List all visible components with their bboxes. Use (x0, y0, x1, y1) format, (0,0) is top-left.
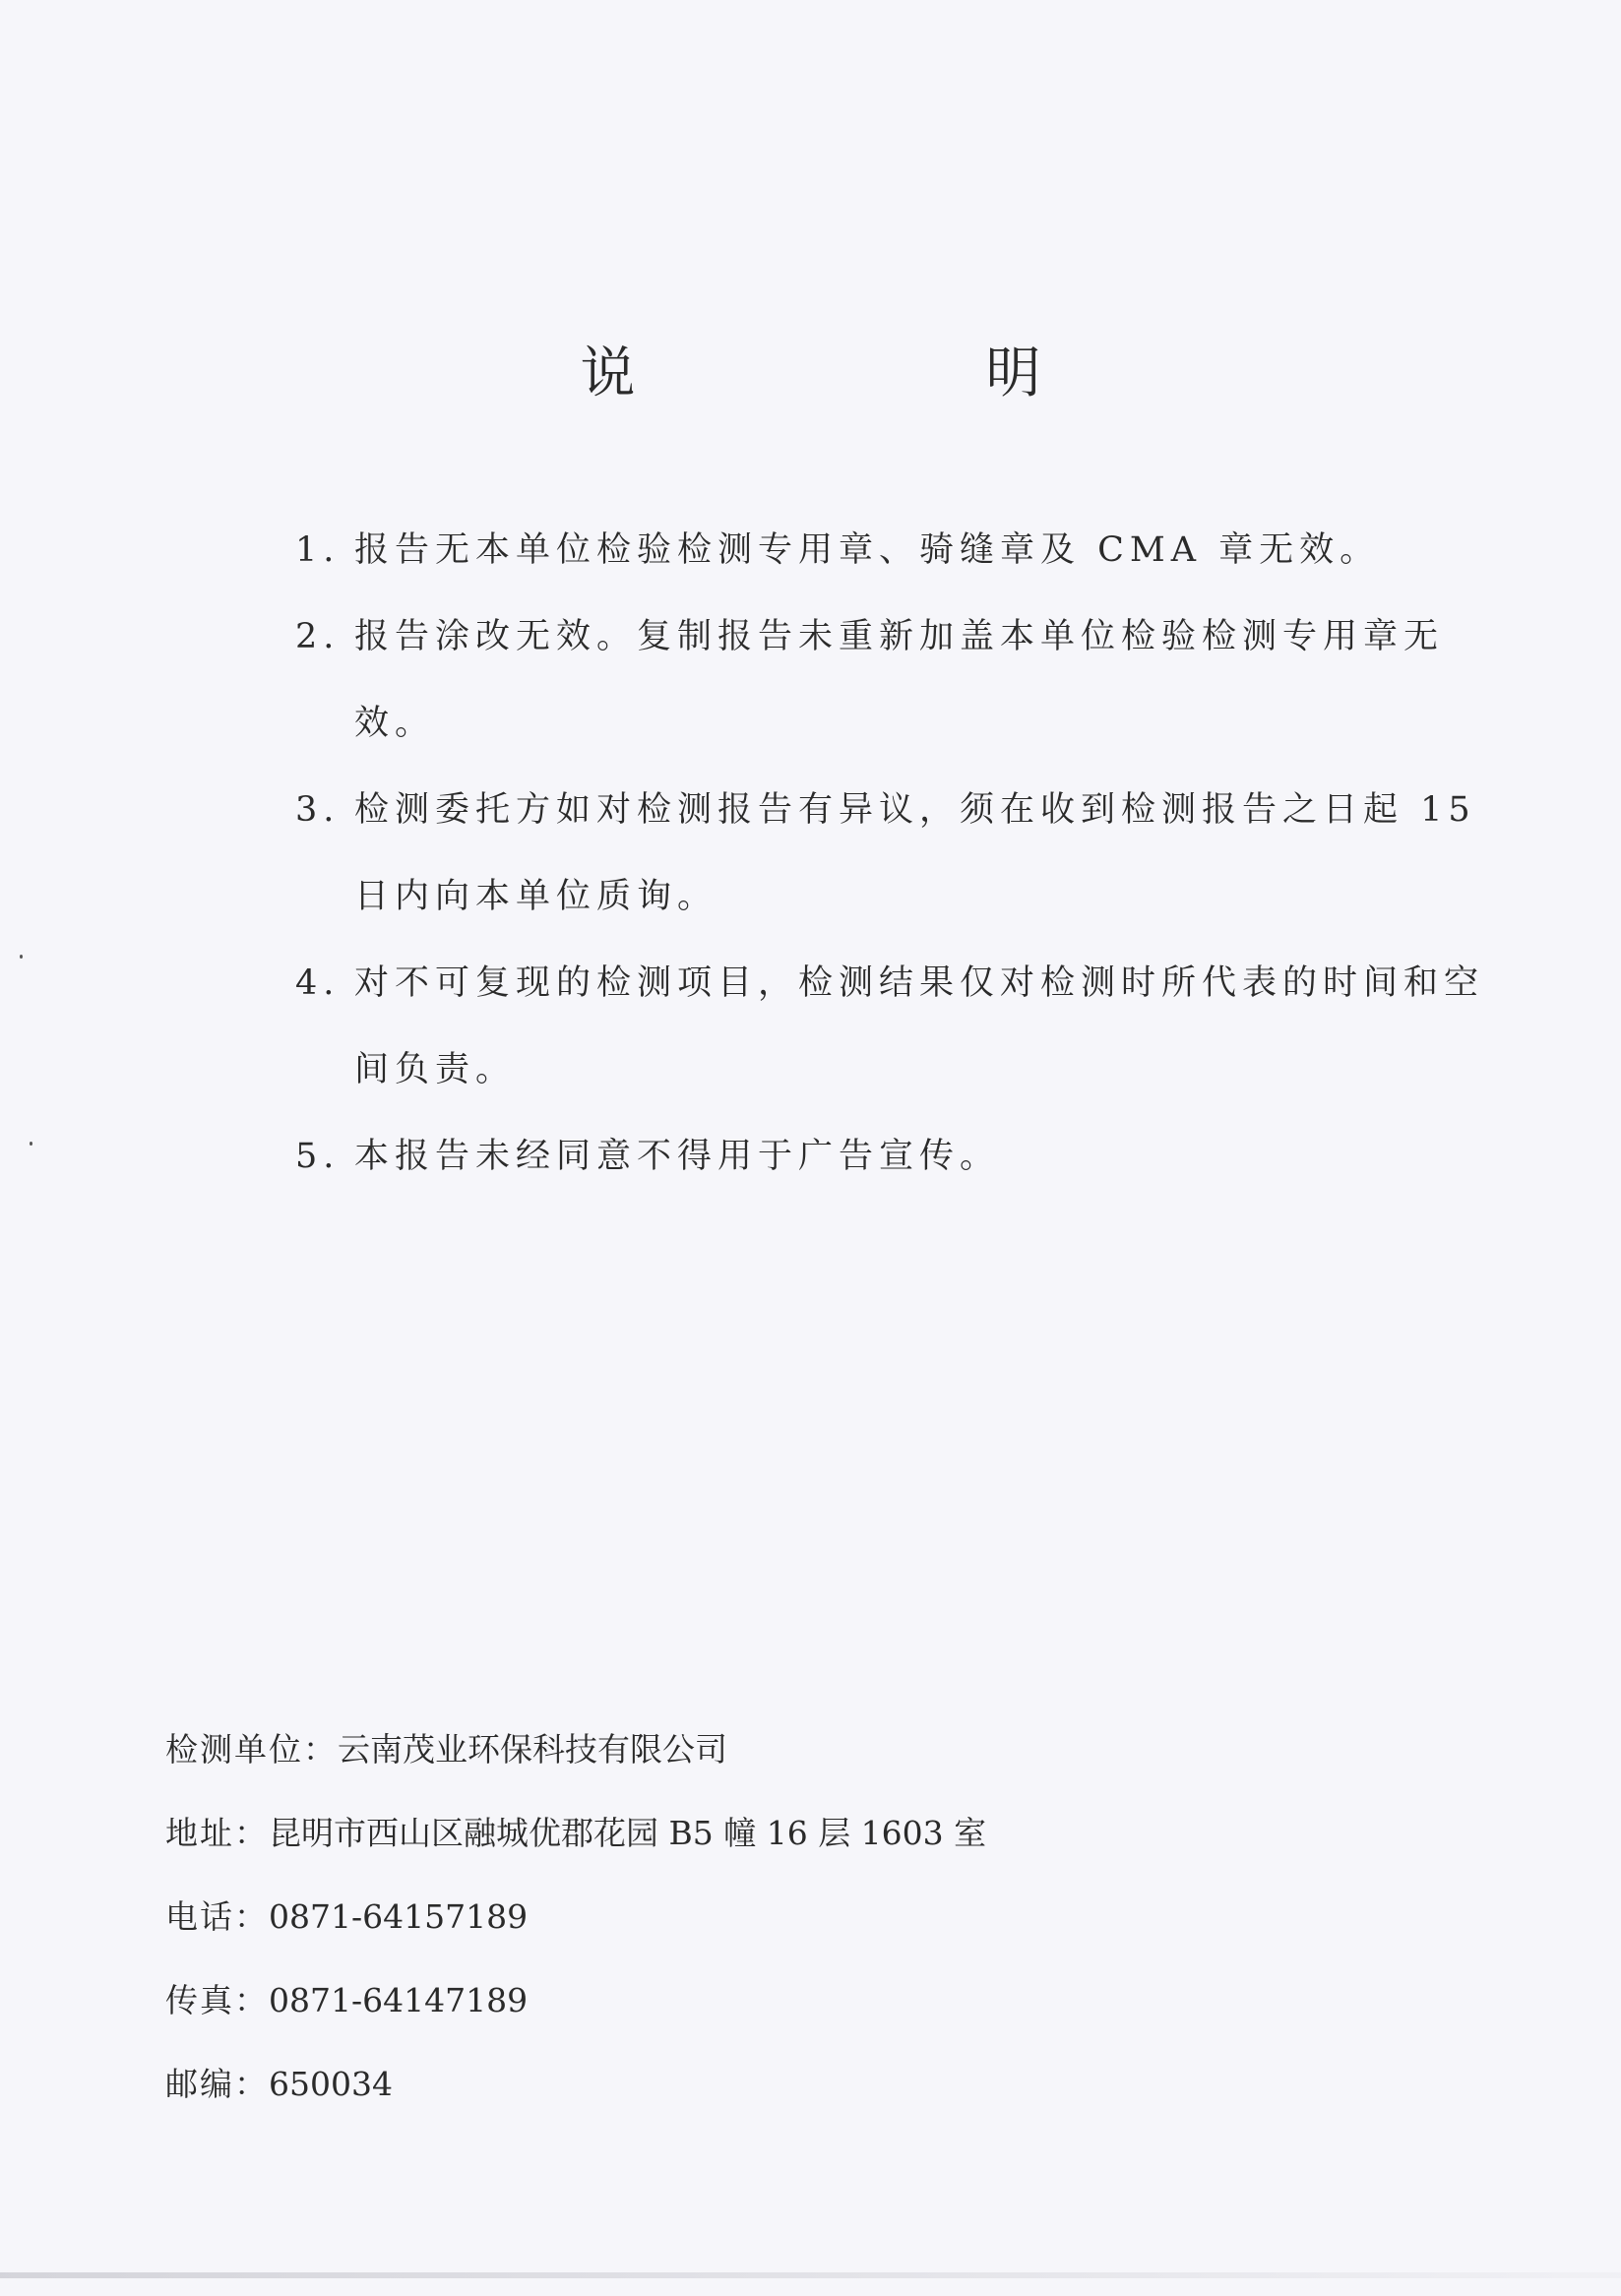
fax-label: 传真： (165, 1981, 269, 2019)
note-text: 对不可复现的检测项目，检测结果仅对检测时所代表的时间和空间负责。 (354, 963, 1485, 1089)
fax-row (165, 1958, 1445, 2042)
note-number: 4. (295, 963, 341, 1003)
note-text: 本报告未经同意不得用于广告宣传。 (354, 1137, 1001, 1176)
postcode-row (165, 2042, 1445, 2126)
note-number: 2. (295, 617, 341, 656)
note-text: 报告涂改无效。复制报告未重新加盖本单位检验检测专用章无效。 (354, 617, 1445, 743)
note-text: 检测委托方如对检测报告有异议，须在收到检测报告之日起 15 日内向本单位质询。 (354, 790, 1476, 916)
scan-speck (20, 955, 23, 959)
scan-speck (30, 1142, 32, 1146)
testing-unit-value: 云南茂业环保科技有限公司 (338, 1730, 727, 1769)
address-value: 昆明市西山区融城优郡花园 B5 幢 16 层 1603 室 (269, 1814, 987, 1852)
note-number: 3. (295, 790, 341, 830)
phone-label: 电话： (165, 1897, 269, 1936)
note-item-2 (295, 593, 1496, 767)
postcode-value: 650034 (269, 2065, 393, 2103)
phone-value: 0871-64157189 (269, 1897, 529, 1936)
scan-edge-line (0, 2272, 1621, 2278)
notes-list (295, 507, 1496, 1200)
note-text: 报告无本单位检验检测专用章、骑缝章及 CMA 章无效。 (354, 530, 1381, 570)
page-title: 说 明 (580, 341, 1189, 405)
testing-unit-row (165, 1707, 1445, 1791)
note-item-3 (295, 767, 1496, 940)
address-row (165, 1791, 1445, 1875)
fax-value: 0871-64147189 (269, 1981, 529, 2019)
testing-unit-label: 检测单位： (165, 1730, 338, 1769)
note-number: 5. (295, 1137, 341, 1176)
note-item-1 (295, 507, 1496, 593)
address-label: 地址： (165, 1814, 269, 1852)
postcode-label: 邮编： (165, 2065, 269, 2103)
phone-row (165, 1875, 1445, 1958)
note-item-5 (295, 1113, 1496, 1200)
contact-info (165, 1707, 1445, 2126)
note-item-4 (295, 940, 1496, 1113)
note-number: 1. (295, 530, 341, 570)
